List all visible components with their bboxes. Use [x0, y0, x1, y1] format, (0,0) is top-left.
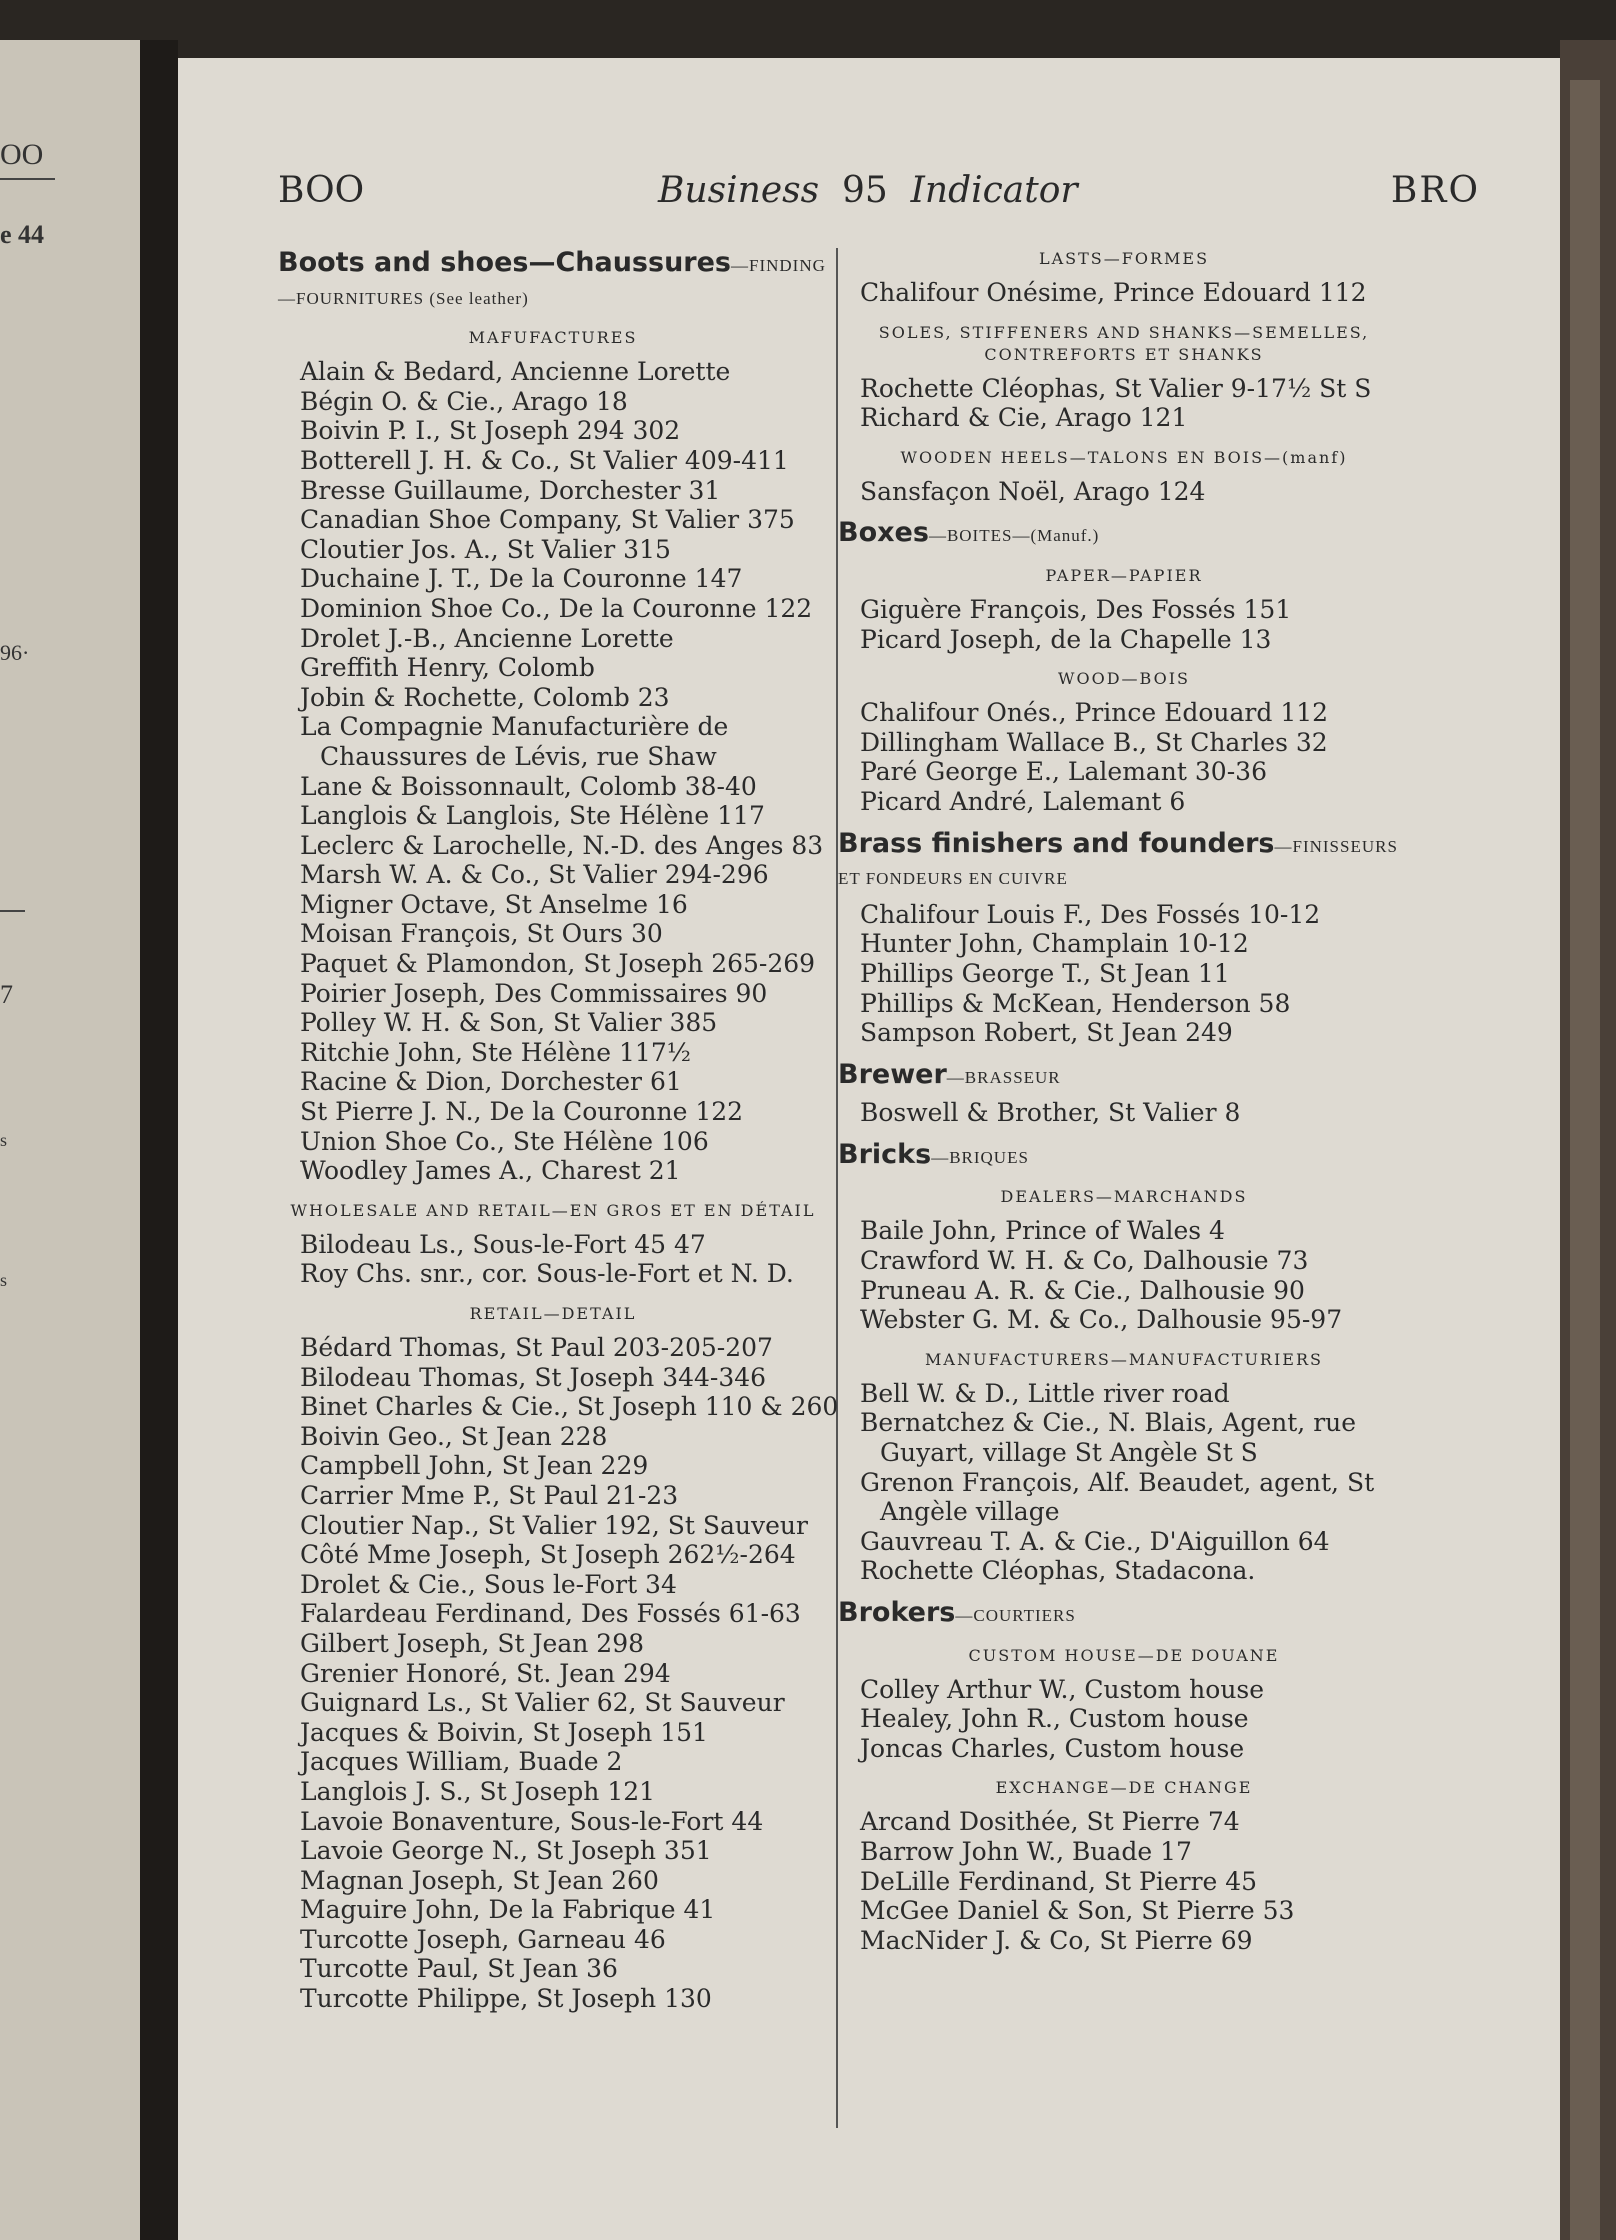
previous-page-dash — [0, 910, 25, 912]
list-item: Marsh W. A. & Co., St Valier 294-296 — [300, 860, 769, 890]
list-item: Arcand Dosithée, St Pierre 74 — [860, 1807, 1240, 1837]
category-heading — [838, 829, 1410, 894]
list-item: Lane & Boissonnault, Colomb 38-40 — [300, 771, 757, 801]
category-title: Brokers — [838, 1597, 956, 1628]
list-item: Webster G. M. & Co., Dalhousie 95-97 — [860, 1305, 1343, 1335]
section-heading: WOODEN HEELS—TALONS EN BOIS—(manf) — [900, 447, 1348, 467]
list-item: Migner Octave, St Anselme 16 — [300, 889, 688, 919]
header-right-index: BRO — [1390, 170, 1480, 211]
list-item: Turcotte Joseph, Garneau 46 — [300, 1924, 666, 1954]
list-item: Langlois J. S., St Joseph 121 — [300, 1776, 656, 1806]
book-edge — [1560, 40, 1616, 2240]
list-item: Joncas Charles, Custom house — [860, 1733, 1245, 1763]
entry-list — [838, 374, 1410, 433]
entry-list — [838, 1675, 1410, 1764]
category-heading — [278, 248, 828, 313]
directory-page — [178, 58, 1560, 2240]
list-item: MacNider J. & Co, St Pierre 69 — [860, 1925, 1253, 1955]
list-item: Barrow John W., Buade 17 — [860, 1836, 1192, 1866]
category-translation: —FINISSEURS ET FONDEURS EN CUIVRE — [838, 836, 1398, 889]
list-item: Grenon François, Alf. Beaudet, agent, St Angèle village — [860, 1467, 1375, 1527]
list-item: Langlois & Langlois, Ste Hélène 117 — [300, 801, 765, 831]
entry-list — [838, 698, 1410, 816]
previous-page-rule — [0, 178, 55, 180]
list-item: Duchaine J. T., De la Couronne 147 — [300, 564, 743, 594]
list-item: Baile John, Prince of Wales 4 — [860, 1216, 1225, 1246]
list-item: Pruneau A. R. & Cie., Dalhousie 90 — [860, 1275, 1305, 1305]
list-item: Rochette Cléophas, Stadacona. — [860, 1556, 1256, 1586]
list-item: Alain & Bedard, Ancienne Lorette — [300, 357, 731, 387]
list-item: Roy Chs. snr., cor. Sous-le-Fort et N. D. — [300, 1259, 794, 1289]
list-item: Cloutier Jos. A., St Valier 315 — [300, 534, 671, 564]
list-item: Hunter John, Champlain 10-12 — [860, 929, 1249, 959]
list-item: Bresse Guillaume, Dorchester 31 — [300, 475, 721, 505]
list-item: Sampson Robert, St Jean 249 — [860, 1018, 1233, 1048]
entry-list — [278, 1230, 828, 1289]
header-left-index: BOO — [278, 170, 365, 211]
entry-list — [838, 1807, 1410, 1955]
list-item: Guignard Ls., St Valier 62, St Sauveur — [300, 1688, 785, 1718]
list-item: Bernatchez & Cie., N. Blais, Agent, rue Guyart, village St Angèle St S — [860, 1408, 1357, 1468]
list-item: Polley W. H. & Son, St Valier 385 — [300, 1008, 718, 1038]
list-item: Paquet & Plamondon, St Joseph 265-269 — [300, 949, 816, 979]
category-translation: —COURTIERS — [955, 1606, 1076, 1625]
list-item: Greffith Henry, Colomb — [300, 653, 595, 683]
entry-list — [838, 1098, 1410, 1128]
list-item: McGee Daniel & Son, St Pierre 53 — [860, 1896, 1295, 1926]
previous-page-edge — [0, 40, 140, 2240]
category-title: Brewer — [838, 1058, 947, 1090]
list-item: Bédard Thomas, St Paul 203-205-207 — [300, 1333, 773, 1362]
list-item: Dominion Shoe Co., De la Couronne 122 — [300, 593, 813, 623]
list-item: Bilodeau Thomas, St Joseph 344-346 — [300, 1362, 767, 1392]
list-item: Jacques William, Buade 2 — [300, 1747, 623, 1777]
previous-page-mark: 96· — [0, 640, 30, 665]
list-item: Binet Charles & Cie., St Joseph 110 & 260 — [300, 1392, 839, 1422]
entry-list — [838, 595, 1410, 654]
previous-page-mark: s — [0, 1130, 8, 1150]
category-heading — [838, 1140, 1410, 1173]
category-heading — [838, 1598, 1410, 1631]
list-item: Chalifour Onés., Prince Edouard 112 — [860, 698, 1329, 728]
section-heading: DEALERS—MARCHANDS — [1000, 1187, 1248, 1207]
list-item: Picard Joseph, de la Chapelle 13 — [860, 624, 1272, 654]
section-heading: LASTS—FORMES — [1038, 249, 1210, 268]
list-item: Woodley James A., Charest 21 — [300, 1156, 681, 1186]
list-item: Gauvreau T. A. & Cie., D'Aiguillon 64 — [860, 1526, 1330, 1556]
previous-page-header: OO — [0, 138, 44, 171]
list-item: Paré George E., Lalemant 30-36 — [860, 757, 1267, 787]
list-item: Moisan François, St Ours 30 — [300, 919, 663, 949]
list-item: Campbell John, St Jean 229 — [300, 1451, 649, 1481]
list-item: Botterell J. H. & Co., St Valier 409-411 — [300, 445, 789, 475]
category-heading — [838, 518, 1410, 551]
list-item: Maguire John, De la Fabrique 41 — [300, 1895, 716, 1925]
list-item: Bégin O. & Cie., Arago 18 — [300, 386, 628, 416]
list-item: Dillingham Wallace B., St Charles 32 — [860, 727, 1328, 757]
list-item: Poirier Joseph, Des Commissaires 90 — [300, 978, 768, 1008]
previous-page-mark: 7 — [0, 980, 13, 1009]
header-title-word2: Indicator — [910, 170, 1078, 211]
book-gutter — [140, 40, 178, 2240]
list-item: Richard & Cie, Arago 121 — [860, 403, 1188, 433]
list-item: Racine & Dion, Dorchester 61 — [300, 1067, 682, 1097]
list-item: Giguère François, Des Fossés 151 — [860, 594, 1292, 624]
list-item: Picard André, Lalemant 6 — [860, 786, 1186, 816]
page-number: 95 — [841, 170, 888, 211]
section-heading: PAPER—PAPIER — [1045, 565, 1203, 585]
list-item: Gilbert Joseph, St Jean 298 — [300, 1628, 645, 1658]
section-heading: MANUFACTURERS—MANUFACTURIERS — [925, 1349, 1323, 1369]
category-title: Brass finishers and founders — [838, 827, 1275, 859]
entry-list — [278, 357, 828, 1186]
list-item: Boivin Geo., St Jean 228 — [300, 1421, 608, 1451]
section-heading: CUSTOM HOUSE—DE DOUANE — [968, 1645, 1280, 1665]
list-item: Colley Arthur W., Custom house — [860, 1674, 1265, 1704]
list-item: Healey, John R., Custom house — [860, 1704, 1249, 1734]
section-heading: SOLES, STIFFENERS AND SHANKS—SEMELLES, CONTREFORTS ET SHANKS — [878, 322, 1370, 364]
category-title: Boxes — [838, 517, 929, 549]
header-title — [658, 170, 1078, 211]
list-item: Bell W. & D., Little river road — [860, 1378, 1230, 1408]
previous-page-number: e 44 — [0, 220, 45, 249]
list-item: Jobin & Rochette, Colomb 23 — [300, 682, 670, 712]
category-translation: —FINDING—FOURNITURES (See leather) — [278, 256, 826, 308]
list-item: Sansfaçon Noël, Arago 124 — [860, 476, 1206, 506]
list-item: Cloutier Nap., St Valier 192, St Sauveur — [300, 1510, 808, 1540]
list-item: Carrier Mme P., St Paul 21-23 — [300, 1480, 679, 1510]
list-item: Boswell & Brother, St Valier 8 — [860, 1098, 1241, 1128]
header-title-word1: Business — [658, 170, 820, 211]
previous-page-mark: s — [0, 1270, 8, 1290]
list-item: Jacques & Boivin, St Joseph 151 — [300, 1717, 708, 1747]
entry-list — [278, 1333, 839, 2014]
list-item: Turcotte Philippe, St Joseph 130 — [300, 1984, 712, 2014]
list-item: Phillips & McKean, Henderson 58 — [860, 988, 1291, 1018]
category-translation: —BOITES—(Manuf.) — [928, 526, 1100, 546]
list-item: Rochette Cléophas, St Valier 9-17½ St S — [860, 373, 1372, 403]
category-title: Bricks — [838, 1138, 932, 1170]
list-item: Leclerc & Larochelle, N.-D. des Anges 83 — [300, 830, 824, 860]
list-item: Bilodeau Ls., Sous-le-Fort 45 47 — [300, 1229, 706, 1259]
section-heading: EXCHANGE—DE CHANGE — [995, 1778, 1253, 1798]
list-item: Crawford W. H. & Co, Dalhousie 73 — [860, 1246, 1309, 1276]
list-item: La Compagnie Manufacturière de Chaussures de Lévis, rue Shaw — [300, 712, 729, 771]
entry-list — [838, 900, 1410, 1048]
category-title: Boots and shoes—Chaussures — [278, 247, 731, 278]
list-item: Boivin P. I., St Joseph 294 302 — [300, 416, 681, 446]
entry-list — [838, 278, 1410, 308]
category-heading — [838, 1060, 1410, 1093]
category-translation: —BRIQUES — [931, 1147, 1029, 1167]
entry-list — [838, 477, 1410, 507]
page-header — [278, 170, 1480, 220]
list-item: Ritchie John, Ste Hélène 117½ — [300, 1037, 691, 1067]
list-item: DeLille Ferdinand, St Pierre 45 — [860, 1866, 1258, 1896]
list-item: Côté Mme Joseph, St Joseph 262½-264 — [300, 1540, 796, 1570]
list-item: Chalifour Onésime, Prince Edouard 112 — [860, 278, 1367, 307]
list-item: Falardeau Ferdinand, Des Fossés 61-63 — [300, 1599, 801, 1629]
section-heading: WOOD—BOIS — [1058, 669, 1190, 689]
left-column — [278, 247, 839, 2014]
list-item: Lavoie George N., St Joseph 351 — [300, 1836, 712, 1866]
list-item: Phillips George T., St Jean 11 — [860, 958, 1230, 988]
right-column — [838, 248, 1410, 1955]
list-item: Turcotte Paul, St Jean 36 — [300, 1954, 618, 1984]
section-heading: MAFUFACTURES — [468, 328, 638, 348]
category-translation: —BRASSEUR — [946, 1067, 1061, 1087]
list-item: Drolet & Cie., Sous le-Fort 34 — [300, 1569, 677, 1599]
section-heading: RETAIL—DETAIL — [469, 1304, 637, 1323]
list-item: Magnan Joseph, St Jean 260 — [300, 1865, 659, 1895]
list-item: Union Shoe Co., Ste Hélène 106 — [300, 1126, 709, 1156]
entry-list — [838, 1216, 1410, 1334]
list-item: Drolet J.-B., Ancienne Lorette — [300, 623, 674, 653]
list-item: Lavoie Bonaventure, Sous-le-Fort 44 — [300, 1806, 764, 1836]
list-item: St Pierre J. N., De la Couronne 122 — [300, 1097, 744, 1127]
section-heading: WHOLESALE AND RETAIL—EN GROS ET EN DÉTAIL — [290, 1200, 816, 1220]
list-item: Chalifour Louis F., Des Fossés 10-12 — [860, 899, 1321, 929]
entry-list — [838, 1379, 1410, 1586]
list-item: Grenier Honoré, St. Jean 294 — [300, 1658, 671, 1688]
list-item: Canadian Shoe Company, St Valier 375 — [300, 505, 795, 535]
